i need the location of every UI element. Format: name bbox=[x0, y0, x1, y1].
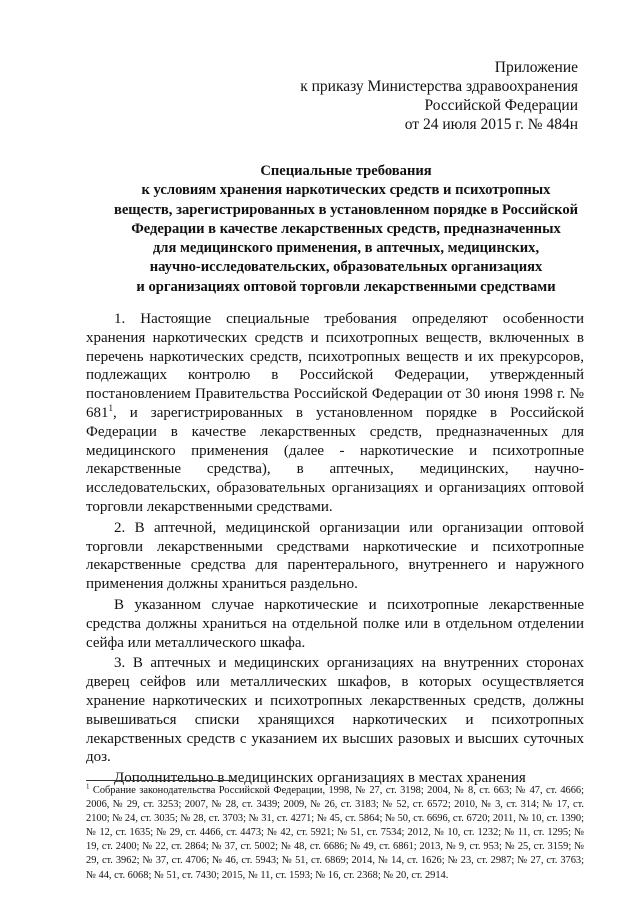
title-line: веществ, зарегистрированных в установленном порядке в Российской bbox=[113, 201, 579, 218]
paragraph-2-continued: В указанном случае наркотические и психотропные лекарственные средства должны храниться на отдельной полке или в отдельном отделении сейфа или металлического шкафа. bbox=[86, 596, 584, 651]
appendix-label: Приложение bbox=[494, 59, 578, 76]
title-line: Специальные требования bbox=[260, 163, 432, 179]
appendix-header bbox=[278, 58, 578, 134]
appendix-date-number: от 24 июля 2015 г. № 484н bbox=[404, 116, 578, 133]
footnote-reference: 1 bbox=[108, 402, 113, 413]
appendix-country: Российской Федерации bbox=[424, 97, 578, 114]
paragraph-3: 3. В аптечных и медицинских организациях на внутренних сторонах дверец сейфов или металлических шкафов, в которых осуществляется хранение наркотических и психотропных лекарственных средств, должны вывешиваться списки хранящихся наркотических и психотропных лекарственных средств с указанием их высших разовых и высших суточных доз. bbox=[86, 655, 584, 766]
paragraph-1 bbox=[86, 310, 584, 517]
paragraph-3-continued: Дополнительно в медицинских организациях в местах хранения bbox=[114, 770, 526, 787]
footnote-text: Собрание законодательства Российской Федерации, 1998, № 27, ст. 3198; 2004, № 8, ст. 663; № 47, ст. 4666; 2006, № 29, ст. 3253; 2007, № 28, ст. 3439; 2009, № 26, ст. 3183; № 52, ст. 6572; 2010, № 3, ст. 314; № 17, ст. 2100; № 24, ст. 3035; № 28, ст. 3703; № 31, ст. 4271; № 45, ст. 5864; № 50, ст. 6696, ст. 6720; 2011, № 10, ст. 1390; № 12, ст. 1635; № 29, ст. 4466, ст. 4473; № 42, ст. 5921; № 51, ст. 7534; 2012, № 10, ст. 1232; № 11, ст. 1295; № 19, ст. 2400; № 22, ст. 2864; № 37, ст. 5002; № 48, ст. 6686; № 49, ст. 6861; 2013, № 9, ст. 953; № 25, ст. 3159; № 29, ст. 3962; № 37, ст. 4706; № 46, ст. 5943; № 51, ст. 6869; 2014, № 14, ст. 1626; № 23, ст. 2987; № 27, ст. 3763; № 44, ст. 6068; № 51, ст. 7430; 2015, № 11, ст. 1593; № 16, ст. 2368; № 20, ст. 2914. bbox=[86, 785, 584, 881]
paragraph-2: 2. В аптечной, медицинской организации или организации оптовой торговли лекарственными средствами наркотические и психотропные лекарственные средства для парентерального, внутреннего и наружного применения должны храниться раздельно. bbox=[86, 519, 584, 593]
document-title bbox=[86, 162, 606, 297]
title-line: для медицинского применения, в аптечных, медицинских, bbox=[152, 240, 540, 257]
footnote-divider bbox=[86, 780, 236, 781]
appendix-order-ref: к приказу Министерства здравоохранения bbox=[300, 78, 578, 95]
document-body bbox=[86, 310, 584, 788]
paragraph-text: 1. Настоящие специальные требования определяют особенности хранения наркотических средств и психотропных веществ, включенных в перечень наркотических средств, психотропных веществ и их прекурсоров, подлежащих контролю в Российской Федерации, утвержденный постановлением Правительства Российской Федерации от 30 июня 1998 г. № 681 bbox=[86, 311, 584, 421]
title-line: к условиям хранения наркотических средств и психотропных bbox=[141, 182, 551, 199]
title-line: и организациях оптовой торговли лекарственными средствами bbox=[136, 278, 556, 295]
title-line: научно-исследовательских, образовательных организациях bbox=[149, 259, 543, 276]
footnote-marker: 1 bbox=[86, 782, 90, 791]
footnote bbox=[86, 784, 584, 883]
title-line: Федерации в качестве лекарственных средств, предназначенных bbox=[131, 220, 561, 237]
paragraph-text: , и зарегистрированных в установленном порядке в Российской Федерации в качестве лекарственных средств, предназначенных для медицинского применения (далее - наркотические и психотропные лекарственные средства), в аптечных, медицинских, научно-исследовательских, образовательных организациях и организациях оптовой торговли лекарственными средствами. bbox=[86, 404, 584, 515]
